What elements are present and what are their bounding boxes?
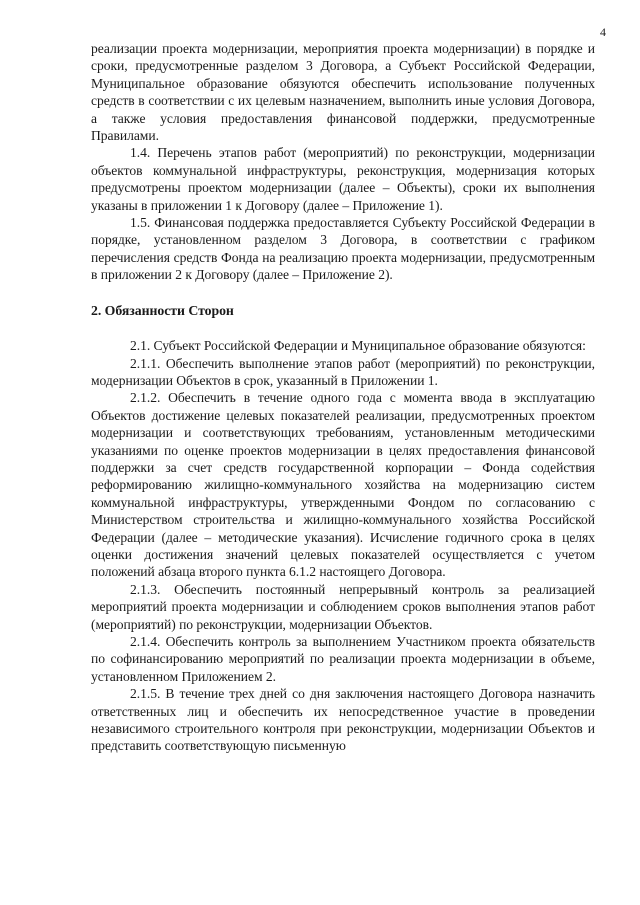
document-body (91, 40, 595, 755)
paragraph-2-1-4: 2.1.4. Обеспечить контроль за выполнением Участником проекта обязательств по софинансированию мероприятий по реализации проекта модернизации в объеме, установленном Приложением 2. (91, 634, 595, 684)
paragraph-1-4: 1.4. Перечень этапов работ (мероприятий) по реконструкции, модернизации объектов коммунальной инфраструктуры, реконструкция, модернизация которых предусмотрены проектом модернизации (далее – Объекты), сроки их выполнения указаны в приложении 1 к Договору (далее – Приложение 1). (91, 145, 595, 213)
paragraph-continuation: реализации проекта модернизации, мероприятия проекта модернизации) в порядке и сроки, предусмотренные разделом 3 Договора, а Субъект Российской Федерации, Муниципальное образование обязуются обеспечить использование полученных средств в соответствии с их целевым назначением, выполнить иные условия Договора, а также условия предоставления финансовой поддержки, предусмотренные Правилами. (91, 41, 595, 144)
paragraph-2-1-5: 2.1.5. В течение трех дней со дня заключения настоящего Договора назначить ответственных лиц и обеспечить их непосредственное участие в проведении независимого строительного контроля при реконструкции, модернизации Объектов и представить соответствующую письменную (91, 686, 595, 754)
spacer (91, 319, 595, 337)
paragraph-2-1-2: 2.1.2. Обеспечить в течение одного года с момента ввода в эксплуатацию Объектов достижение целевых показателей реализации, предусмотренных проектом модернизации и соответствующих требованиям, установленным методическими указаниями по оценке проектов модернизации в целях предоставления финансовой поддержки за счет средств государственной корпорации – Фонда содействия реформированию жилищно-коммунального хозяйства на модернизацию систем коммунальной инфраструктуры, утвержденными Фондом по согласованию с Министерством строительства и жилищно-коммунального хозяйства Российской Федерации (далее – методические указания). Исчисление годичного срока в целях оценки достижения значений целевых показателей осуществляется с учетом положений абзаца второго пункта 6.1.2 настоящего Договора. (91, 390, 595, 580)
paragraph-2-1-3: 2.1.3. Обеспечить постоянный непрерывный контроль за реализацией мероприятий проекта модернизации и соблюдением сроков выполнения этапов работ (мероприятий) по реконструкции, модернизации Объектов. (91, 581, 595, 632)
section-heading: 2. Обязанности Сторон (91, 302, 234, 318)
paragraph-1-5: 1.5. Финансовая поддержка предоставляется Субъекту Российской Федерации в порядке, установленном разделом 3 Договора, в соответствии с графиком перечисления средств Фонда на реализацию проекта модернизации, предусмотренным в приложении 2 к Договору (далее – Приложение 2). (91, 215, 595, 283)
page-number: 4 (600, 25, 606, 39)
paragraph-2-1-1: 2.1.1. Обеспечить выполнение этапов работ (мероприятий) по реконструкции, модернизации Объектов в срок, указанный в Приложении 1. (91, 355, 595, 388)
spacer (91, 284, 595, 302)
paragraph-2-1: 2.1. Субъект Российской Федерации и Муниципальное образование обязуются: (130, 338, 586, 354)
